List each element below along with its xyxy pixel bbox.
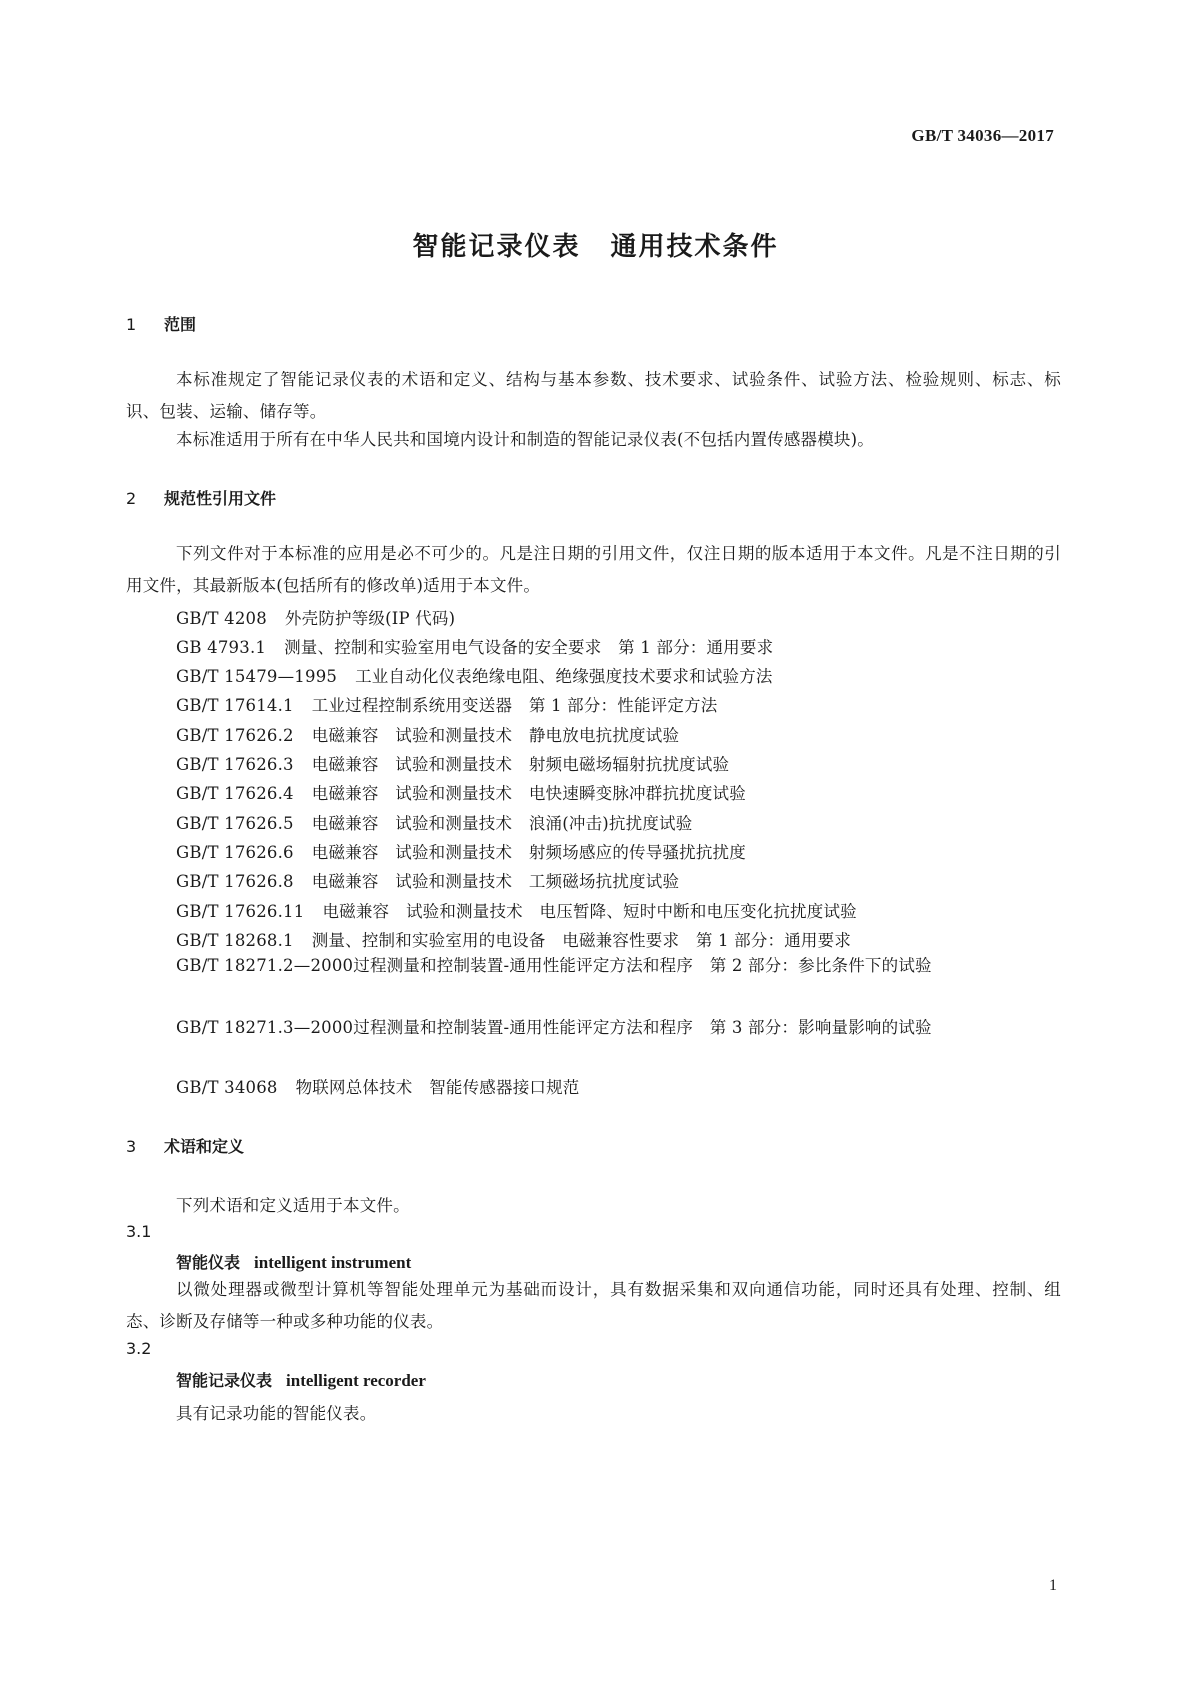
ref-code: GB/T 18268.1: [176, 931, 294, 950]
ref-code: GB/T 17626.8: [176, 872, 294, 891]
section-2-intro: 下列文件对于本标准的应用是必不可少的。凡是注日期的引用文件，仅注日期的版本适用于本文件。凡是不注日期的引用文件，其最新版本(包括所有的修改单)适用于本文件。: [126, 544, 1061, 595]
ref-title: 电磁兼容 试验和测量技术 电压暂降、短时中断和电压变化抗扰度试验: [322, 902, 857, 921]
ref-item: [176, 839, 746, 863]
section-title: 范围: [164, 315, 197, 334]
ref-code: GB/T 17626.5: [176, 814, 294, 833]
ref-title: 电磁兼容 试验和测量技术 浪涌(冲击)抗扰度试验: [311, 814, 693, 833]
ref-item: [176, 780, 746, 804]
ref-item-wrapped: [126, 1012, 1061, 1043]
section-2-heading: [126, 486, 276, 509]
ref-item: [176, 722, 679, 746]
section-1-para-2: 本标准适用于所有在中华人民共和国境内设计和制造的智能记录仪表(不包括内置传感器模块)。: [176, 430, 874, 449]
ref-title: 电磁兼容 试验和测量技术 电快速瞬变脉冲群抗扰度试验: [311, 784, 746, 803]
section-3-heading: [126, 1134, 244, 1157]
title-part1: 智能记录仪表: [412, 232, 581, 262]
ref-code: GB/T 17626.3: [176, 755, 294, 774]
ref-title: 测量、控制和实验室用的电设备 电磁兼容性要求 第 1 部分：通用要求: [311, 931, 852, 950]
standard-number: GB/T 34036—2017: [911, 126, 1054, 145]
section-title: 规范性引用文件: [164, 489, 277, 508]
ref-title: 测量、控制和实验室用电气设备的安全要求 第 1 部分：通用要求: [284, 638, 774, 657]
ref-code: GB/T 17626.6: [176, 843, 294, 862]
section-number: 2: [126, 489, 137, 508]
ref-title: 电磁兼容 试验和测量技术 工频磁场抗扰度试验: [311, 872, 680, 891]
ref-title: 电磁兼容 试验和测量技术 射频电磁场辐射抗扰度试验: [311, 755, 730, 774]
ref-code: GB/T 17614.1: [176, 696, 294, 715]
ref-code: GB 4793.1: [176, 638, 267, 657]
term-en: intelligent instrument: [254, 1253, 412, 1272]
ref-title: 物联网总体技术 智能传感器接口规范: [295, 1078, 580, 1097]
term-definition: 以微处理器或微型计算机等智能处理单元为基础而设计，具有数据采集和双向通信功能，同时还具有处理、控制、组态、诊断及存储等一种或多种功能的仪表。: [126, 1280, 1061, 1331]
ref-code: GB/T 17626.11: [176, 902, 305, 921]
section-3-intro: 下列术语和定义适用于本文件。: [176, 1196, 410, 1215]
ref-item: [176, 605, 455, 629]
ref-code: GB/T 17626.4: [176, 784, 294, 803]
ref-item: [176, 1074, 580, 1098]
ref-code: GB/T 17626.2: [176, 726, 294, 745]
ref-item: [176, 868, 679, 892]
section-number: 1: [126, 315, 137, 334]
ref-title: 外壳防护等级(IP 代码): [284, 609, 456, 628]
section-1-heading: [126, 312, 196, 335]
ref-code: GB/T 15479—1995: [176, 667, 338, 686]
term-heading: [176, 1368, 426, 1391]
section-1-para-1: 本标准规定了智能记录仪表的术语和定义、结构与基本参数、技术要求、试验条件、试验方法、检验规则、标志、标识、包装、运输、储存等。: [126, 370, 1061, 421]
ref-item-wrapped: [126, 950, 1061, 981]
term-en: intelligent recorder: [286, 1371, 426, 1390]
term-cn: 智能仪表: [176, 1253, 241, 1272]
page-number: 1: [1049, 1577, 1057, 1594]
term-heading: [176, 1250, 411, 1273]
title-part2: 通用技术条件: [610, 232, 779, 262]
ref-code: GB/T 4208: [176, 609, 267, 628]
ref-title: 工业过程控制系统用变送器 第 1 部分：性能评定方法: [311, 696, 718, 715]
term-cn: 智能记录仪表: [176, 1371, 273, 1390]
page-title: [0, 226, 1191, 263]
ref-item: [176, 634, 773, 658]
section-number: 3: [126, 1137, 137, 1156]
ref-title: 过程测量和控制装置-通用性能评定方法和程序 第 3 部分：影响量影响的试验: [353, 1018, 932, 1037]
ref-code: GB/T 18271.2—2000: [176, 956, 354, 975]
term-definition: 具有记录功能的智能仪表。: [176, 1404, 377, 1423]
section-title: 术语和定义: [164, 1137, 245, 1156]
clause-number: 3.1: [126, 1222, 152, 1241]
ref-code: GB/T 34068: [176, 1078, 278, 1097]
ref-title: 电磁兼容 试验和测量技术 射频场感应的传导骚扰抗扰度: [311, 843, 746, 862]
ref-item: [176, 898, 857, 922]
ref-title: 电磁兼容 试验和测量技术 静电放电抗扰度试验: [311, 726, 680, 745]
ref-item: [176, 692, 717, 716]
ref-title: 过程测量和控制装置-通用性能评定方法和程序 第 2 部分：参比条件下的试验: [353, 956, 932, 975]
ref-item: [176, 810, 692, 834]
ref-item: [176, 751, 729, 775]
ref-title: 工业自动化仪表绝缘电阻、绝缘强度技术要求和试验方法: [355, 667, 773, 686]
clause-number: 3.2: [126, 1339, 152, 1358]
ref-item: [176, 927, 851, 951]
ref-item: [176, 663, 773, 687]
ref-code: GB/T 18271.3—2000: [176, 1018, 354, 1037]
